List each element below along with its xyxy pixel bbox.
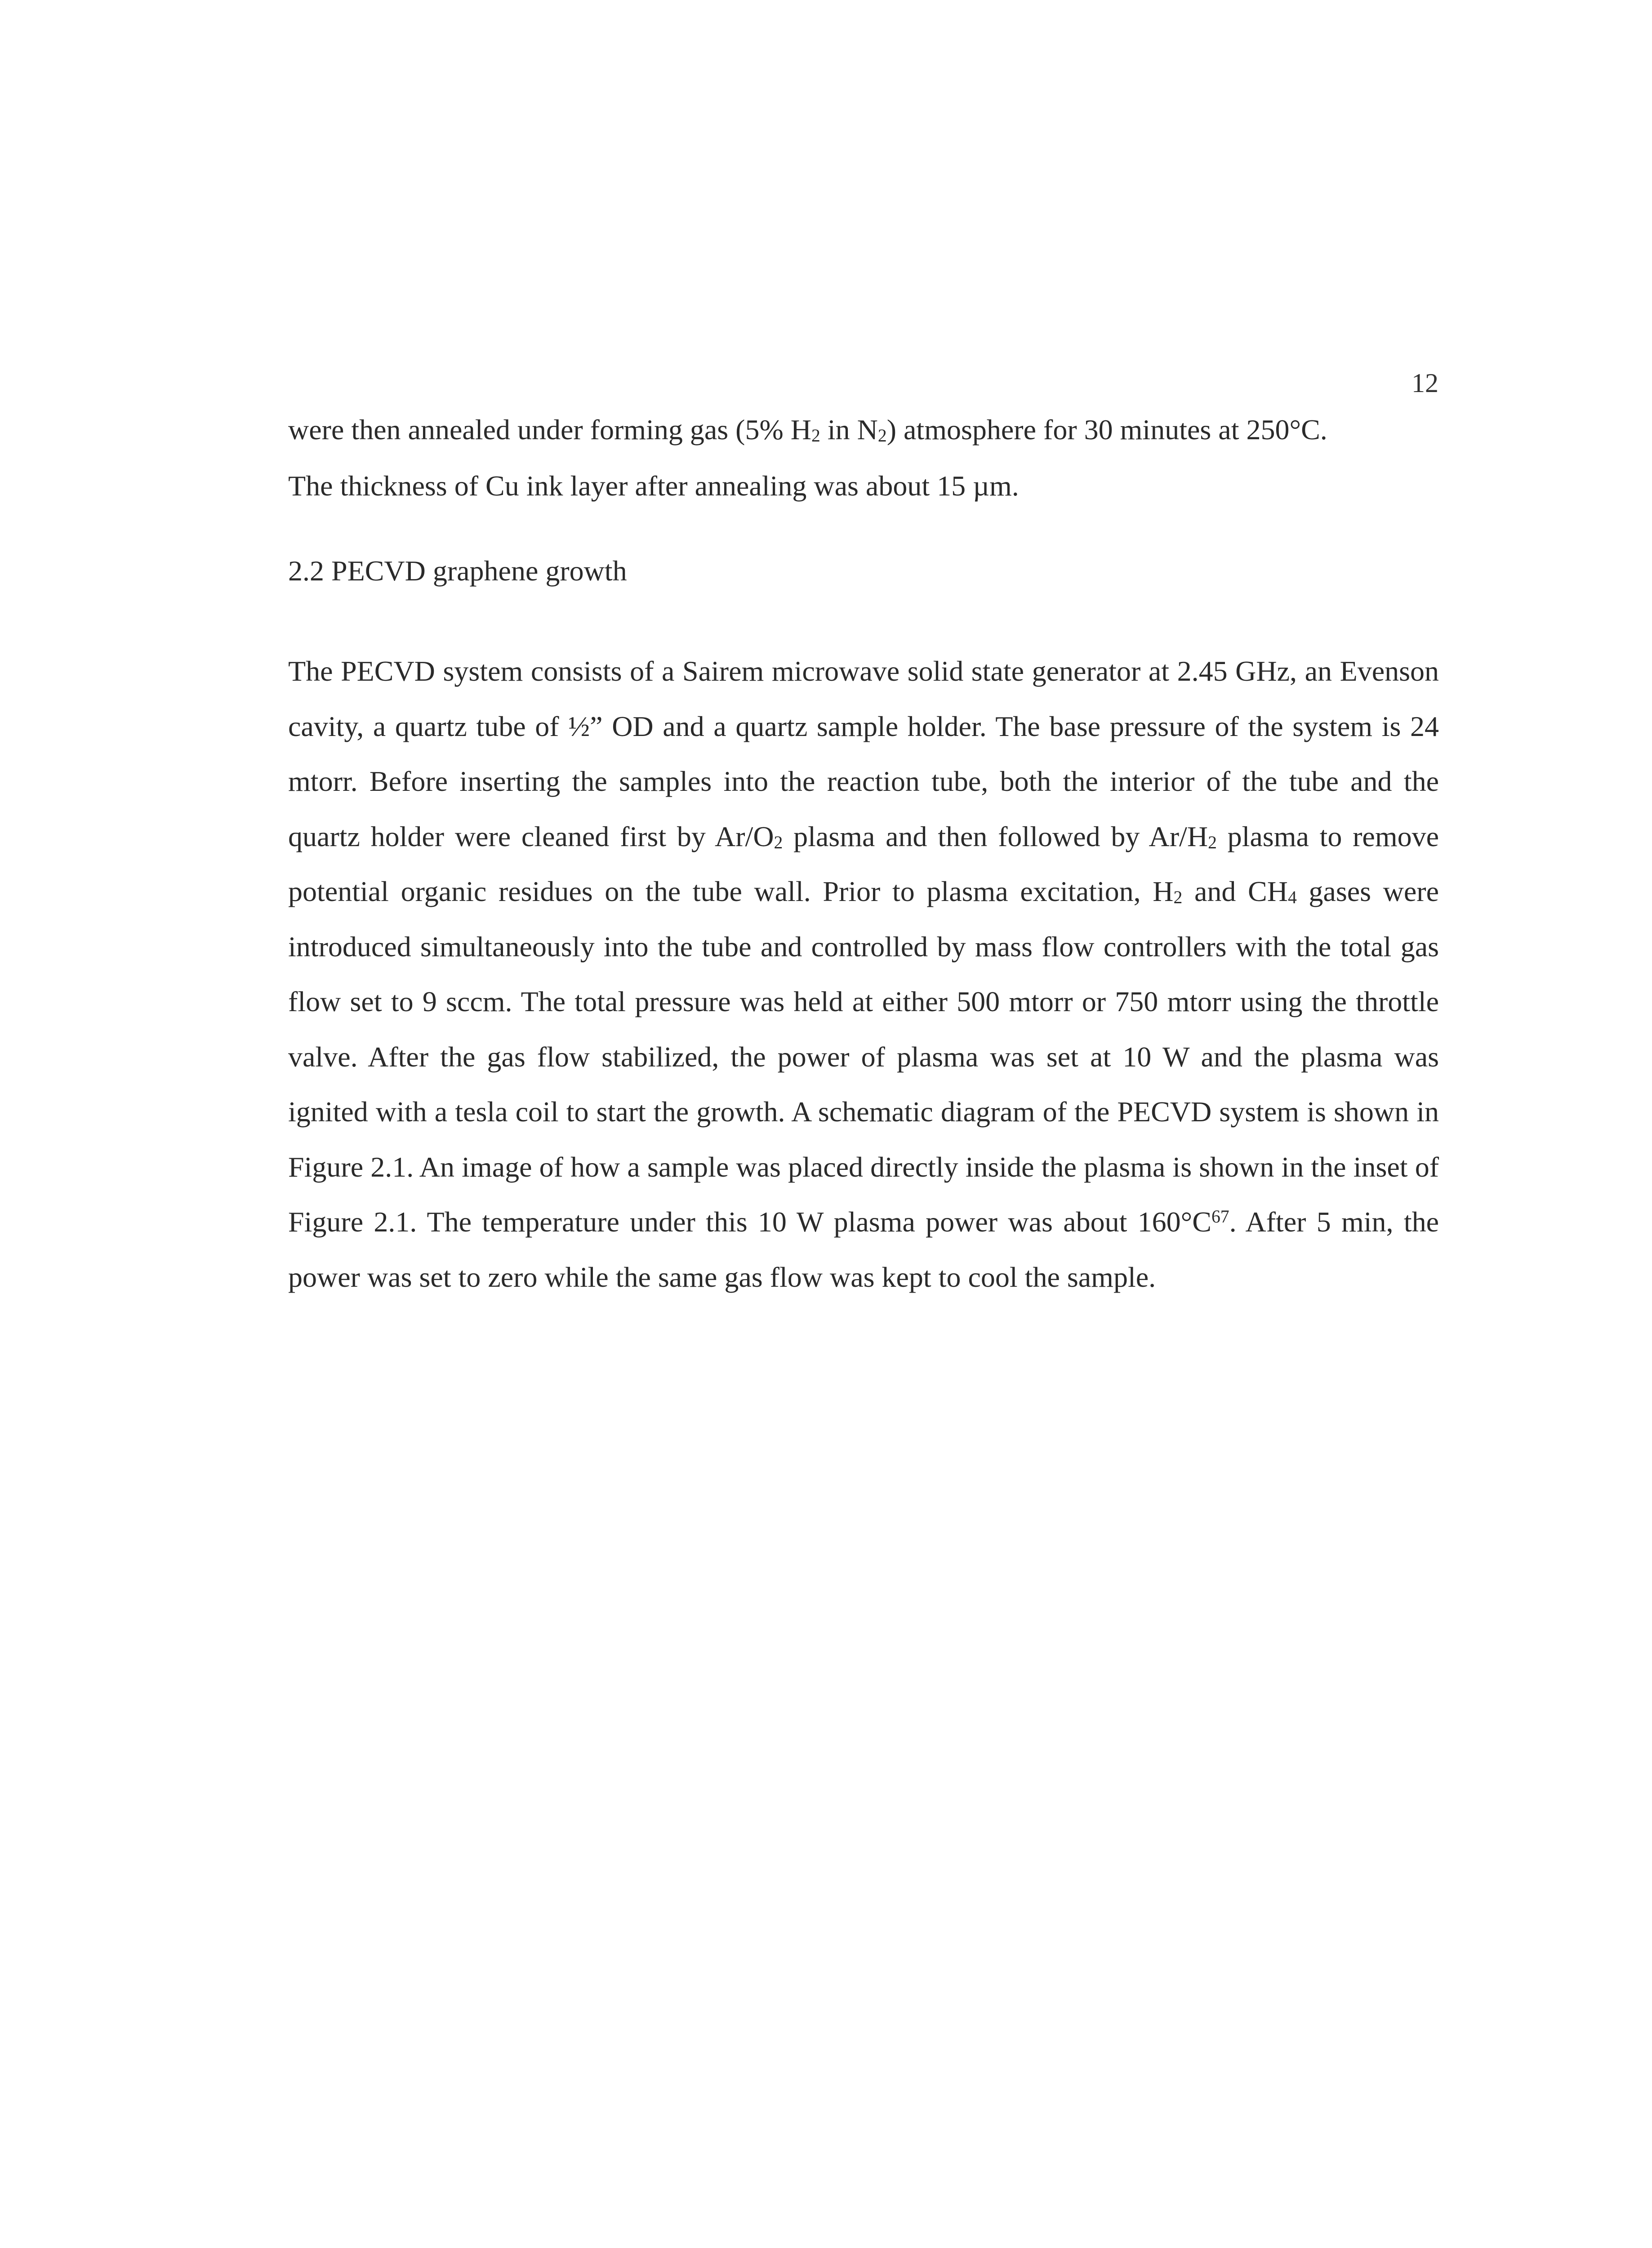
- section-heading: 2.2 PECVD graphene growth: [288, 555, 627, 587]
- text-run: were then annealed under forming gas (5% H: [288, 414, 811, 446]
- intro-line-2: The thickness of Cu ink layer after annealing was about 15 µm.: [288, 470, 1019, 502]
- subscript: 2: [774, 832, 783, 852]
- text-run: gases were introduced simultaneously into the tube and controlled by mass flow controllers with the total gas flow set to 9 sccm. The total pressure was held at either 500 mtorr or 750 mtorr using the throttle valve. After the gas flow stabilized, the power of plasma was set at 10 W and the plasma was ignited with a tesla coil to start the growth. A schematic diagram of the PECVD system is shown in Figure 2.1. An image of how a sample was placed directly inside the plasma is shown in the inset of Figure 2.1. The temperature under this 10 W plasma power was about 160°C: [288, 875, 1439, 1238]
- superscript-citation: 67: [1211, 1207, 1229, 1227]
- text-run: ) atmosphere for 30 minutes at 250°C.: [886, 414, 1327, 446]
- subscript: 2: [877, 425, 887, 446]
- text-run: plasma to remove potential organic residues on the tube wall. Prior to plasma excitation, H: [288, 820, 1439, 907]
- subscript: 2: [1173, 887, 1183, 907]
- subscript: 2: [811, 425, 820, 446]
- page-number: 12: [1412, 368, 1438, 398]
- subscript: 2: [1208, 832, 1217, 852]
- text-run: in N: [820, 414, 878, 446]
- subscript: 4: [1287, 887, 1297, 907]
- intro-line-1: [288, 414, 1327, 446]
- text-run: . After 5 min, the power was set to zero while the same gas flow was kept to cool the sample.: [288, 1206, 1439, 1293]
- text-run: and CH: [1182, 875, 1288, 907]
- body-paragraph: [288, 644, 1439, 1305]
- text-run: The PECVD system consists of a Sairem microwave solid state generator at 2.45 GHz, an Evenson cavity, a quartz tube of ½” OD and a quartz sample holder. The base pressure of the system is 24 mtorr. Before inserting the samples into the reaction tube, both the interior of the tube and the quartz holder were cleaned first by Ar/O: [288, 655, 1439, 852]
- text-run: plasma and then followed by Ar/H: [783, 820, 1208, 852]
- intro-paragraph: [288, 401, 1439, 514]
